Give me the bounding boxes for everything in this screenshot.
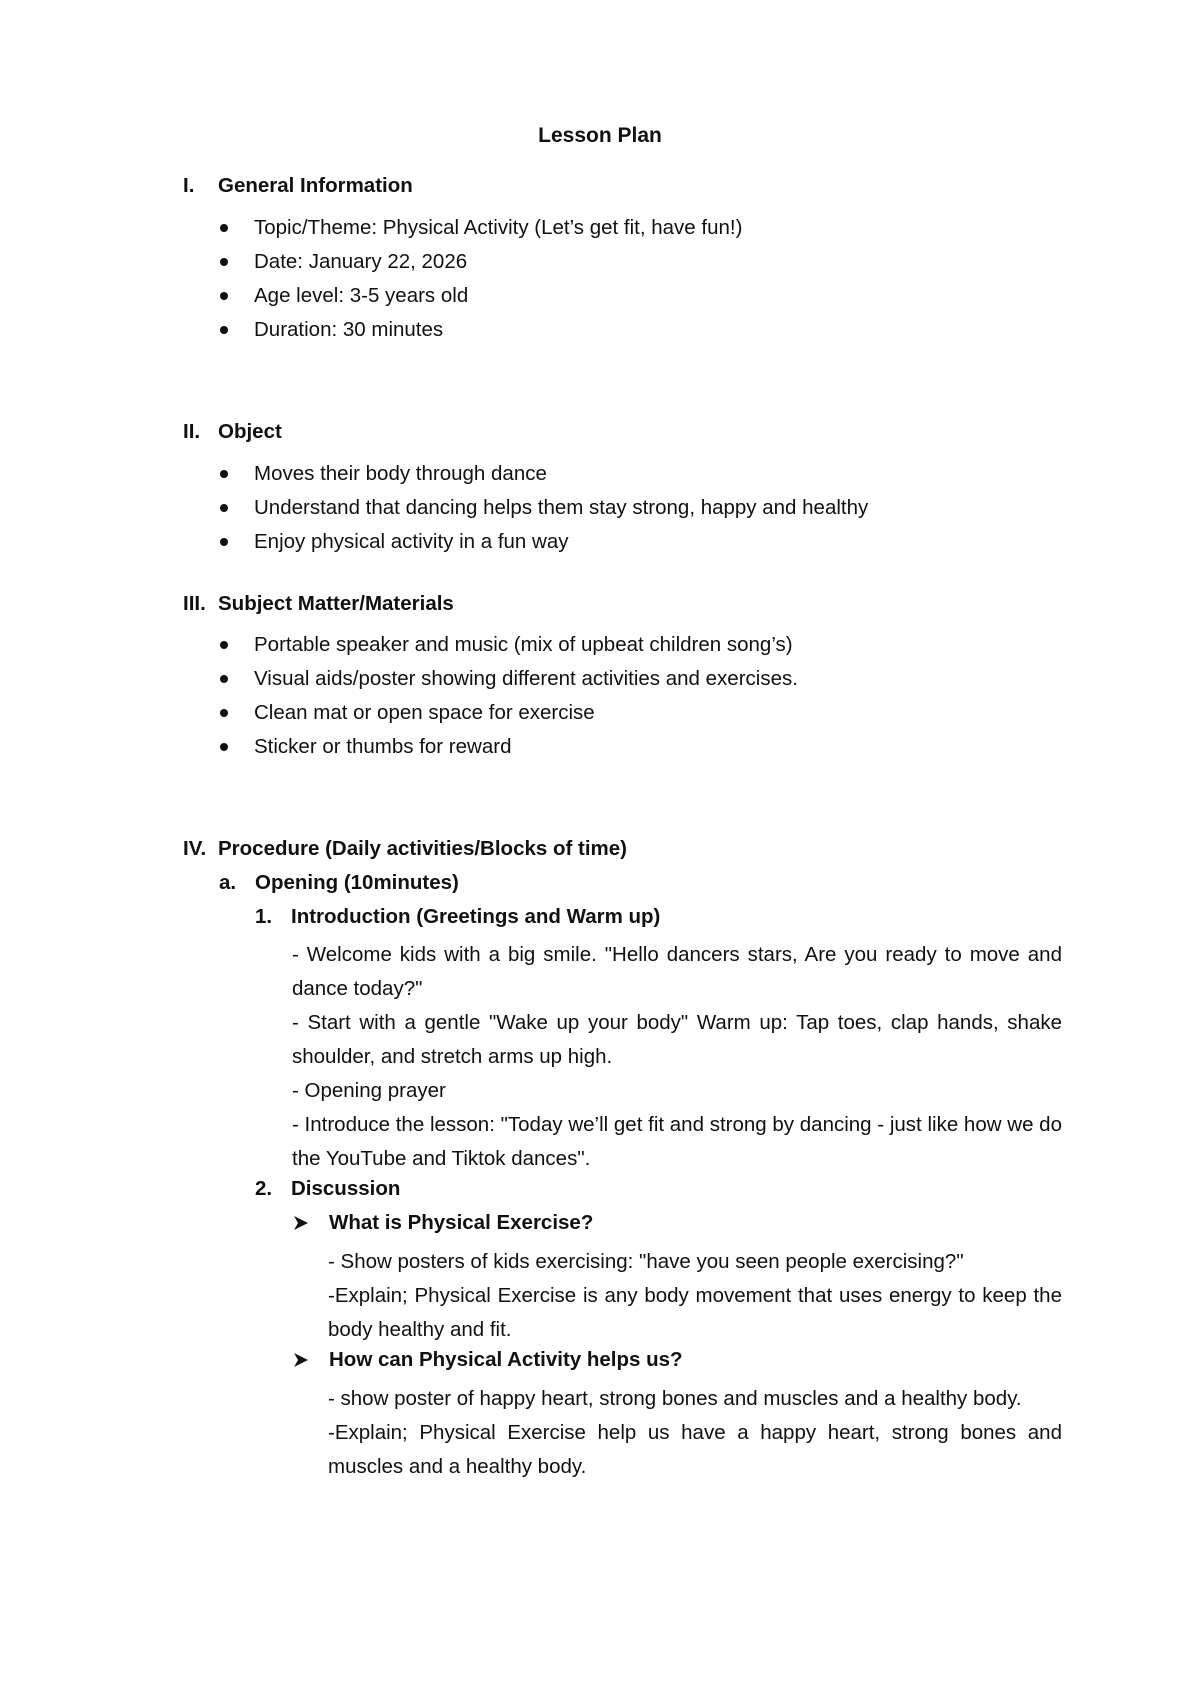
question-title: How can Physical Activity helps us?	[329, 1348, 683, 1371]
opening-letter: a.	[219, 871, 237, 894]
question-heading	[293, 1211, 593, 1235]
bullet-icon	[220, 258, 228, 266]
question-title: What is Physical Exercise?	[329, 1211, 594, 1234]
list-item: Enjoy physical activity in a fun way	[217, 525, 868, 559]
introduction-text	[292, 938, 1062, 1176]
bullet-icon	[220, 470, 228, 478]
document-title: Lesson Plan	[538, 124, 662, 147]
paragraph-line: - Welcome kids with a big smile. "Hello dancers stars, Are you ready to move and dance today?"	[292, 943, 1062, 1000]
section-number: II.	[183, 420, 201, 443]
bullet-icon	[220, 675, 228, 683]
list-item: Visual aids/poster showing different activities and exercises.	[217, 662, 798, 696]
bullet-icon	[220, 292, 228, 300]
bullet-icon	[220, 538, 228, 546]
list-item: Duration: 30 minutes	[217, 313, 742, 347]
arrow-bullet-icon	[293, 1211, 329, 1235]
discussion-number: 2.	[255, 1177, 273, 1200]
list-item: Moves their body through dance	[217, 457, 868, 491]
list-item: Clean mat or open space for exercise	[217, 696, 798, 730]
object-list	[217, 457, 868, 559]
list-item: Date: January 22, 2026	[217, 245, 742, 279]
section-subject-heading	[183, 592, 454, 616]
list-item: Portable speaker and music (mix of upbeat children song’s)	[217, 628, 798, 662]
paragraph-line: -Explain; Physical Exercise is any body movement that uses energy to keep the body healthy and fit.	[328, 1284, 1062, 1341]
section-object-heading	[183, 420, 282, 444]
list-item: Understand that dancing helps them stay strong, happy and healthy	[217, 491, 868, 525]
bullet-icon	[220, 641, 228, 649]
paragraph-line: -Explain; Physical Exercise help us have a happy heart, strong bones and muscles and a healthy body.	[328, 1421, 1062, 1478]
general-list	[217, 211, 742, 347]
question-text	[328, 1382, 1062, 1484]
section-number: I.	[183, 174, 195, 197]
section-general-heading	[183, 174, 413, 198]
arrow-bullet-icon	[293, 1348, 329, 1372]
introduction-number: 1.	[255, 905, 273, 928]
introduction-label: Introduction (Greetings and Warm up)	[291, 905, 661, 928]
discussion-label: Discussion	[291, 1177, 401, 1200]
section-number: IV.	[183, 837, 207, 860]
list-item: Topic/Theme: Physical Activity (Let’s get fit, have fun!)	[217, 211, 742, 245]
discussion-heading	[255, 1177, 400, 1201]
bullet-icon	[220, 224, 228, 232]
question-text	[328, 1245, 1062, 1347]
paragraph-line: - show poster of happy heart, strong bones and muscles and a healthy body.	[328, 1387, 1022, 1410]
paragraph-line: - Show posters of kids exercising: "have you seen people exercising?"	[328, 1250, 964, 1273]
section-title: Procedure (Daily activities/Blocks of time)	[218, 837, 627, 860]
paragraph-line: - Introduce the lesson: "Today we’ll get fit and strong by dancing - just like how we do the YouTube and Tiktok dances".	[292, 1113, 1062, 1170]
list-item: Age level: 3-5 years old	[217, 279, 742, 313]
bullet-icon	[220, 326, 228, 334]
subject-list	[217, 628, 798, 764]
section-procedure-heading	[183, 837, 627, 861]
question-heading	[293, 1348, 683, 1372]
introduction-heading	[255, 905, 660, 929]
bullet-icon	[220, 709, 228, 717]
section-title: General Information	[218, 174, 413, 197]
section-title: Subject Matter/Materials	[218, 592, 454, 615]
list-item: Sticker or thumbs for reward	[217, 730, 798, 764]
opening-label: Opening (10minutes)	[255, 871, 459, 894]
bullet-icon	[220, 504, 228, 512]
section-title: Object	[218, 420, 282, 443]
section-number: III.	[183, 592, 206, 615]
bullet-icon	[220, 743, 228, 751]
paragraph-line: - Opening prayer	[292, 1079, 446, 1102]
paragraph-line: - Start with a gentle "Wake up your body" Warm up: Tap toes, clap hands, shake shoulder, and stretch arms up high.	[292, 1011, 1062, 1068]
opening-heading	[219, 871, 459, 895]
